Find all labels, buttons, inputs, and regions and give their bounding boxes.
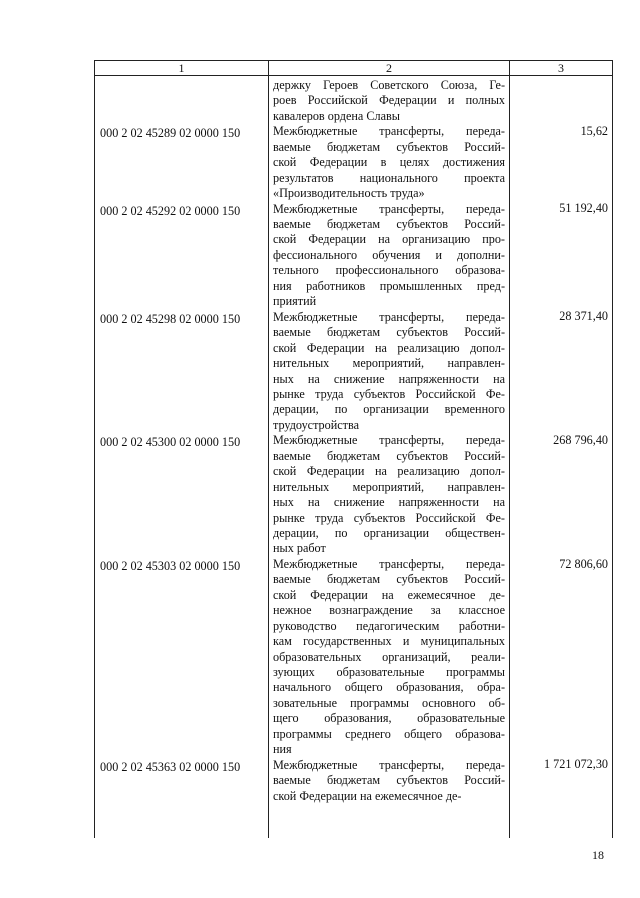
- description-line: ных на снижение напряженности на: [273, 495, 505, 510]
- header-col-2: 2: [386, 61, 392, 75]
- page-number: 18: [592, 848, 604, 862]
- description-line: кавалеров ордена Славы: [273, 108, 400, 123]
- description-line: дерации, по организации временного: [273, 402, 505, 417]
- description-line: Межбюджетные трансферты, переда-: [273, 433, 505, 448]
- description-line: ния работников промышленных пред-: [273, 278, 505, 293]
- row-description: [273, 78, 505, 124]
- description-line: нительных мероприятий, направлен-: [273, 356, 505, 371]
- description-line: рынке труда субъектов Российской Фе-: [273, 386, 505, 401]
- description-line: Межбюджетные трансферты, переда-: [273, 309, 505, 324]
- row-description: [273, 310, 505, 434]
- row-amount: 72 806,60: [559, 556, 608, 571]
- budget-code: 000 2 02 45292 02 0000 150: [100, 203, 241, 218]
- description-line: начального общего образования, обра-: [273, 680, 505, 695]
- description-line: фессионального обучения и дополни-: [273, 247, 505, 262]
- description-line: ных работ: [273, 541, 326, 556]
- description-line: нительных мероприятий, направлен-: [273, 479, 505, 494]
- description-line: ния: [273, 742, 292, 757]
- budget-table: [94, 60, 613, 838]
- description-line: образовательных организаций, реали-: [273, 649, 505, 664]
- description-line: Межбюджетные трансферты, переда-: [273, 201, 505, 216]
- description-line: ваемые бюджетам субъектов Россий-: [273, 448, 505, 463]
- row-description: [273, 433, 505, 557]
- description-line: приятий: [273, 294, 317, 309]
- description-line: нежное вознаграждение за классное: [273, 603, 505, 618]
- description-line: ской Федерации в целях достижения: [273, 155, 505, 170]
- description-line: зующих образовательные программы: [273, 665, 505, 679]
- budget-code: 000 2 02 45298 02 0000 150: [100, 311, 241, 326]
- row-description: [273, 124, 505, 201]
- description-line: программы среднего общего образова-: [273, 726, 505, 741]
- row-amount: 268 796,40: [553, 432, 608, 447]
- description-line: ваемые бюджетам субъектов Россий-: [273, 217, 505, 232]
- description-line: рынке труда субъектов Российской Фе-: [273, 510, 505, 525]
- description-line: ской Федерации на реализацию допол-: [273, 340, 505, 355]
- row-amount: 1 721 072,30: [544, 757, 608, 772]
- description-line: ваемые бюджетам субъектов Россий-: [273, 773, 505, 788]
- description-line: ской Федерации на ежемесячное де-: [273, 788, 462, 803]
- description-line: роев Российской Федерации и полных: [273, 93, 505, 108]
- description-line: зовательные программы основного об-: [273, 695, 505, 710]
- budget-code: 000 2 02 45289 02 0000 150: [100, 126, 241, 141]
- description-line: ваемые бюджетам субъектов Россий-: [273, 139, 505, 154]
- description-line: Межбюджетные трансферты, переда-: [273, 556, 505, 571]
- description-line: трудоустройства: [273, 417, 359, 432]
- description-line: результатов национального проекта: [273, 170, 505, 185]
- description-line: Межбюджетные трансферты, переда-: [273, 757, 505, 772]
- description-line: ской Федерации на организацию про-: [273, 232, 505, 247]
- description-line: «Производительность труда»: [273, 186, 425, 201]
- row-amount: 28 371,40: [559, 309, 608, 324]
- description-line: ской Федерации на ежемесячное де-: [273, 587, 505, 602]
- description-line: руководство педагогическим работни-: [273, 618, 505, 633]
- budget-code: 000 2 02 45303 02 0000 150: [100, 558, 241, 573]
- row-amount: 51 192,40: [559, 201, 608, 216]
- description-line: дерации, по организации обществен-: [273, 525, 505, 540]
- description-line: щего образования, образовательные: [273, 711, 505, 726]
- description-line: Межбюджетные трансферты, переда-: [273, 124, 505, 139]
- header-divider: [95, 75, 612, 76]
- budget-code: 000 2 02 45363 02 0000 150: [100, 759, 241, 774]
- row-description: [273, 202, 505, 310]
- row-amount: 15,62: [580, 123, 608, 138]
- description-line: ных на снижение напряженности на: [273, 371, 505, 386]
- header-col-3: 3: [558, 61, 564, 75]
- budget-code: 000 2 02 45300 02 0000 150: [100, 435, 241, 450]
- column-divider: [268, 61, 269, 838]
- header-col-1: 1: [178, 61, 185, 75]
- row-description: [273, 758, 505, 804]
- column-divider: [509, 61, 510, 838]
- description-line: ваемые бюджетам субъектов Россий-: [273, 325, 505, 340]
- description-line: ваемые бюджетам субъектов Россий-: [273, 572, 505, 587]
- row-description: [273, 557, 505, 758]
- description-line: тельного профессионального образова-: [273, 263, 505, 278]
- description-line: держку Героев Советского Союза, Ге-: [273, 78, 505, 92]
- description-line: ской Федерации на реализацию допол-: [273, 464, 505, 479]
- description-line: кам государственных и муниципальных: [273, 634, 505, 649]
